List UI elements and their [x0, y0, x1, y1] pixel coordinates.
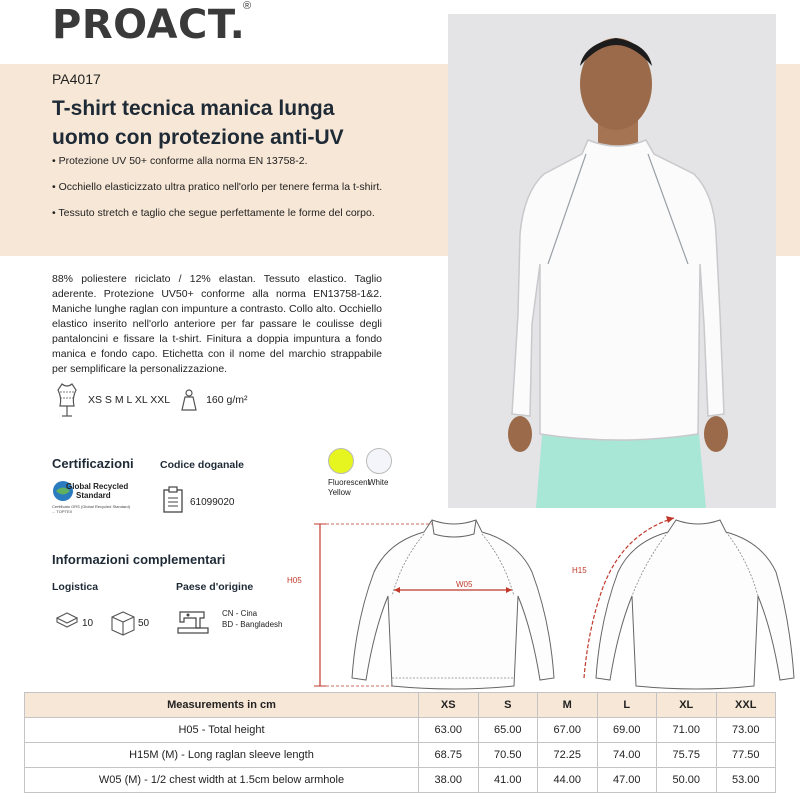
color-swatch-white[interactable] — [366, 448, 392, 474]
table-cell: 72.25 — [538, 743, 598, 768]
table-cell: 53.00 — [716, 768, 776, 793]
sizes-label: XS S M L XL XXL — [88, 394, 171, 406]
registered-mark: ® — [243, 0, 252, 12]
table-header-cell: XL — [657, 693, 717, 718]
clipboard-icon — [162, 486, 184, 519]
origin-country-1: CN - Cina — [222, 609, 258, 618]
table-header-cell: M — [538, 693, 598, 718]
grs-fine-print: Certificato GRS (Global Recycled Standard) ... TOPTEX — [52, 504, 131, 514]
carton-box-icon — [110, 610, 136, 641]
color-swatch-fluorescent-yellow[interactable] — [328, 448, 354, 474]
brand-logo: PROACT. — [52, 2, 246, 48]
table-cell: 75.75 — [657, 743, 717, 768]
front-shirt-drawing — [352, 520, 554, 689]
table-cell: 41.00 — [478, 768, 538, 793]
origin-country-2: BD - Bangladesh — [222, 620, 283, 629]
table-cell: 67.00 — [538, 718, 598, 743]
table-cell: 77.50 — [716, 743, 776, 768]
table-cell: 50.00 — [657, 768, 717, 793]
table-row — [25, 768, 776, 793]
table-cell: 74.00 — [597, 743, 657, 768]
title-line-2: uomo con protezione anti-UV — [52, 126, 344, 149]
technical-drawing — [282, 510, 798, 690]
w05-label: W05 — [456, 580, 473, 589]
table-header-cell: L — [597, 693, 657, 718]
color-label-line: Fluorescent — [328, 478, 370, 487]
grs-line-1: Global Recycled — [66, 482, 129, 491]
table-header-row — [25, 693, 776, 718]
table-header-cell: XS — [419, 693, 479, 718]
table-cell: H05 - Total height — [25, 718, 419, 743]
product-title — [52, 94, 432, 152]
color-label-line: Yellow — [328, 488, 351, 497]
product-description: 88% poliestere riciclato / 12% elastan. Tessuto elastico. Taglio aderente. Protezione UV50+ conforme alla norma EN13758-1&2. Maniche lunghe raglan con impunture a contrasto. Collo alto. Occhiello elastico inserito nell'orlo anteriore per far passare le coulisse degli pantaloncini e fissare la t-shirt. Finitura a doppia impuntura a fondo manica e fondo capo. Etichetta con il nome del marchio strappabile per semplificare la personalizzazione. — [52, 273, 382, 375]
table-cell: H15M (M) - Long raglan sleeve length — [25, 743, 419, 768]
single-pack-icon — [56, 612, 78, 633]
table-cell: 47.00 — [597, 768, 657, 793]
feature-bullet: • Protezione UV 50+ conforme alla norma EN 13758-2. — [52, 155, 308, 167]
table-header-cell: Measurements in cm — [25, 693, 419, 718]
weight-label: 160 g/m² — [206, 394, 248, 406]
table-cell: 69.00 — [597, 718, 657, 743]
model-wearing-shirt-illustration — [448, 14, 776, 508]
feature-bullet: • Occhiello elasticizzato ultra pratico nell'orlo per tenere ferma la t-shirt. — [52, 181, 383, 193]
certifications-title: Certificazioni — [52, 456, 134, 471]
feature-bullets — [52, 154, 392, 232]
table-cell: 68.75 — [419, 743, 479, 768]
table-cell: 63.00 — [419, 718, 479, 743]
table-cell: 71.00 — [657, 718, 717, 743]
title-line-1: T-shirt tecnica manica lunga — [52, 97, 335, 120]
table-cell: 44.00 — [538, 768, 598, 793]
grs-line-2: Standard — [76, 491, 111, 500]
product-code: PA4017 — [52, 71, 101, 87]
h05-label: H05 — [287, 576, 302, 585]
color-label-fluorescent-yellow — [328, 478, 370, 498]
origin-title: Paese d'origine — [176, 581, 254, 593]
table-cell: 73.00 — [716, 718, 776, 743]
customs-title: Codice doganale — [160, 459, 245, 471]
table-header-cell: XXL — [716, 693, 776, 718]
weight-icon — [178, 388, 200, 412]
table-cell: W05 (M) - 1/2 chest width at 1.5cm below armhole — [25, 768, 419, 793]
h15-label: H15 — [572, 566, 587, 575]
table-cell: 65.00 — [478, 718, 538, 743]
pack-box-count: 50 — [138, 618, 150, 629]
pack-small-count: 10 — [82, 618, 94, 629]
info-title: Informazioni complementari — [52, 552, 226, 567]
table-row — [25, 718, 776, 743]
table-cell: 70.50 — [478, 743, 538, 768]
table-header-cell: S — [478, 693, 538, 718]
measurements-table — [24, 692, 776, 793]
back-shirt-drawing — [596, 520, 794, 689]
color-label-white: White — [368, 478, 389, 487]
feature-bullet: • Tessuto stretch e taglio che segue perfettamente le forme del corpo. — [52, 207, 375, 219]
mannequin-icon — [52, 380, 82, 420]
sewing-machine-icon — [176, 606, 210, 641]
customs-code: 61099020 — [190, 497, 235, 508]
table-row — [25, 743, 776, 768]
logistics-title: Logistica — [52, 581, 99, 593]
table-cell: 38.00 — [419, 768, 479, 793]
specs-row — [52, 380, 248, 420]
product-photo — [448, 14, 776, 508]
